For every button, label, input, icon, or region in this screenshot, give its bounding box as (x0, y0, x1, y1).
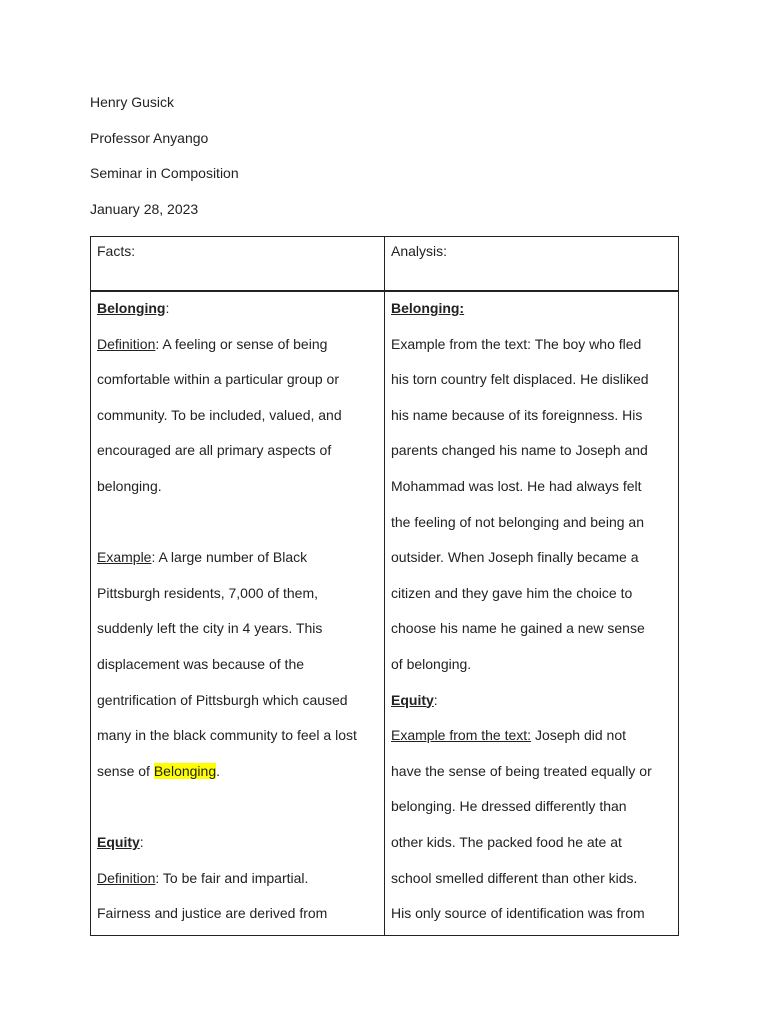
text-line: suddenly left the city in 4 years. This (97, 620, 323, 637)
text-line: his name because of its foreignness. His (391, 406, 643, 423)
text-line: citizen and they gave him the choice to (391, 584, 633, 601)
course-name: Seminar in Composition (90, 165, 239, 181)
text-line: the feeling of not belonging and being an (391, 513, 644, 530)
student-name: Henry Gusick (90, 94, 175, 110)
text-line: belonging. He dressed differently than (391, 798, 627, 815)
text-line: of belonging. (391, 655, 472, 672)
text-line: choose his name he gained a new sense (391, 620, 645, 637)
analysis-cell (385, 291, 679, 935)
facts-analysis-table (90, 236, 679, 936)
text-line: His only source of identification was from (391, 905, 645, 922)
table-row (91, 291, 679, 935)
text-line: community. To be included, valued, and (97, 406, 342, 423)
text-line: sense of Belonging. (97, 762, 220, 779)
text-line: encouraged are all primary aspects of (97, 442, 332, 459)
document-header (90, 92, 239, 234)
facts-equity-definition: Definition: To be fair and impartial. (97, 869, 309, 886)
analysis-belonging-heading: Belonging: (391, 300, 465, 316)
blank-line (97, 508, 378, 544)
facts-belonging-example: Example: A large number of Black (97, 549, 308, 566)
text-line: parents changed his name to Joseph and (391, 442, 648, 459)
text-line: outsider. When Joseph finally became a (391, 549, 639, 566)
text-line: his torn country felt displaced. He disliked (391, 371, 649, 388)
text-line: other kids. The packed food he ate at (391, 833, 622, 850)
text-line: have the sense of being treated equally or (391, 762, 652, 779)
highlighted-word: Belonging (153, 762, 217, 779)
text-line: Pittsburgh residents, 7,000 of them, (97, 584, 319, 601)
analysis-equity-heading: Equity: (391, 691, 438, 708)
facts-equity-heading: Equity: (97, 833, 144, 850)
facts-column-header: Facts: (91, 237, 385, 292)
blank-line (97, 792, 378, 828)
text-line: belonging. (97, 477, 162, 494)
text-line: Fairness and justice are derived from (97, 905, 328, 922)
text-line: school smelled different than other kids. (391, 869, 638, 886)
text-line: displacement was because of the (97, 655, 305, 672)
analysis-column-header: Analysis: (385, 237, 679, 292)
text-line: comfortable within a particular group or (97, 371, 340, 388)
text-line: many in the black community to feel a lost (97, 727, 357, 744)
text-line: Example from the text: The boy who fled (391, 335, 642, 352)
facts-cell (91, 291, 385, 935)
text-line: Mohammad was lost. He had always felt (391, 477, 642, 494)
facts-belonging-heading: Belonging: (97, 300, 170, 316)
document-date: January 28, 2023 (90, 200, 199, 217)
professor-name: Professor Anyango (90, 129, 209, 146)
analysis-equity-example: Example from the text: Joseph did not (391, 727, 627, 744)
table-header-row (91, 237, 679, 292)
text-line: gentrification of Pittsburgh which caused (97, 691, 348, 708)
facts-belonging-definition: Definition: A feeling or sense of being (97, 335, 328, 352)
